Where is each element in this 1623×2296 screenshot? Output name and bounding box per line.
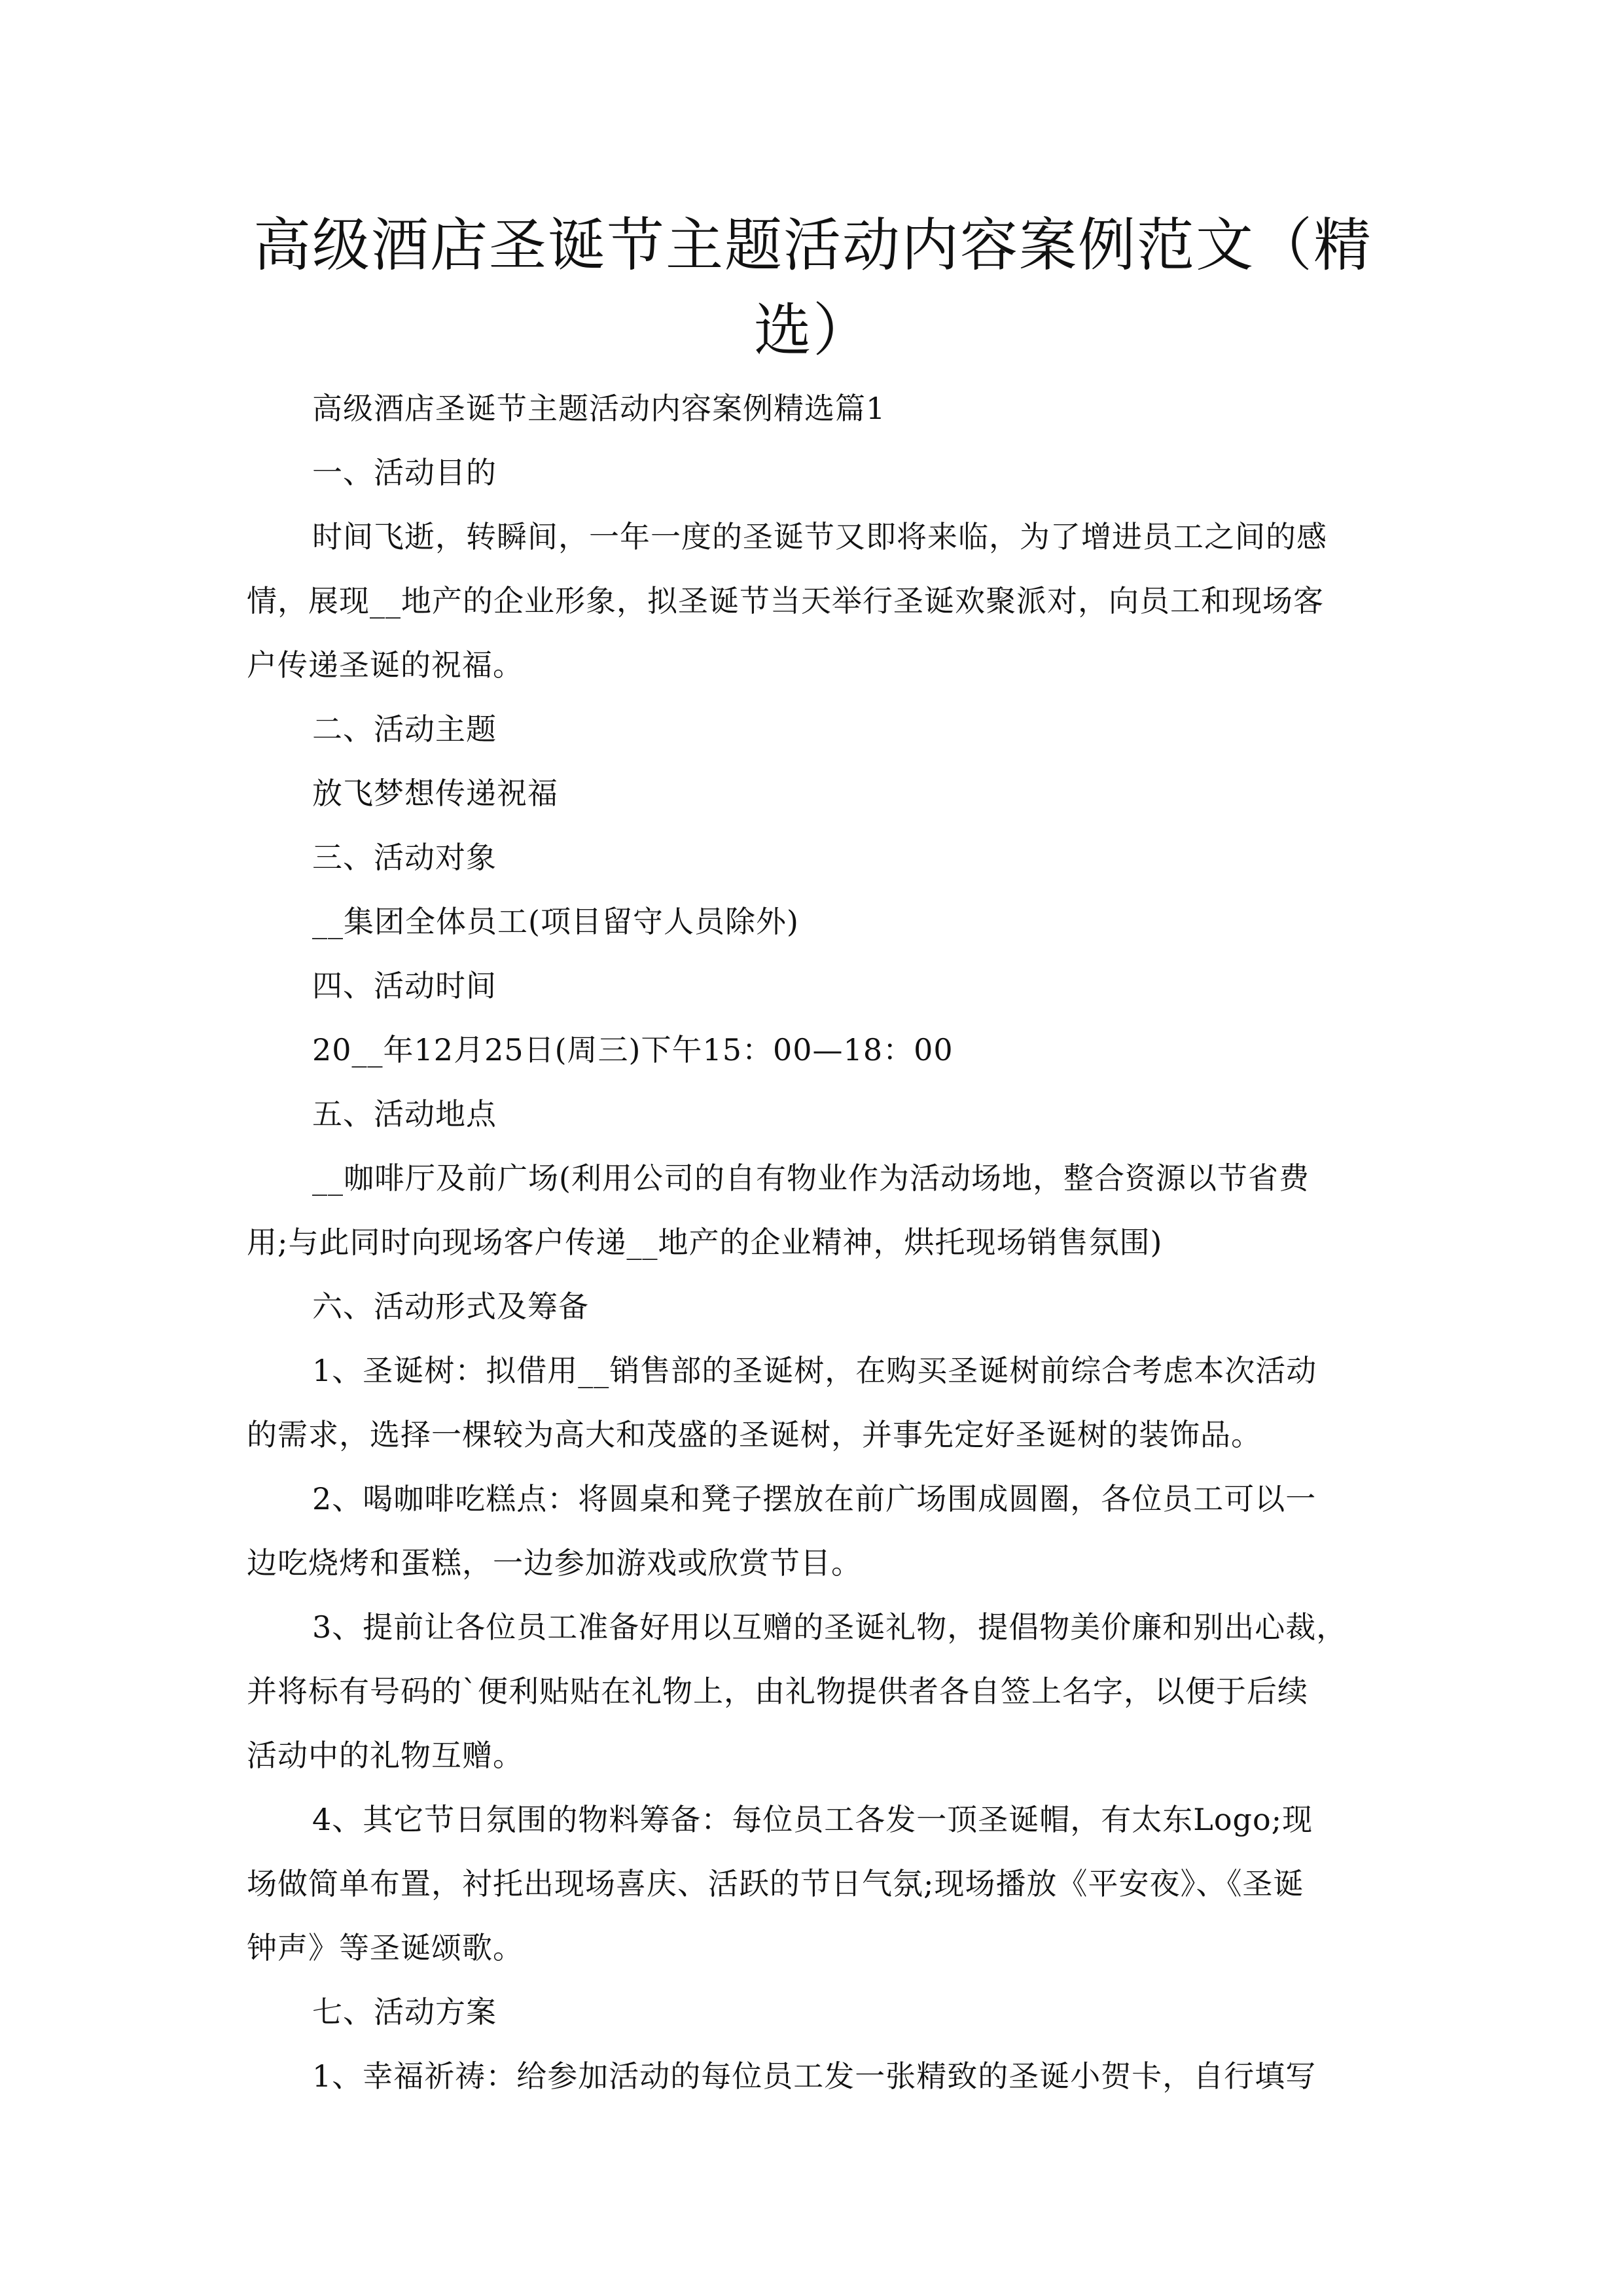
- paragraph-line: 用;与此同时向现场客户传递__地产的企业精神，烘托现场销售氛围): [247, 1225, 1163, 1260]
- paragraph-line: 1、幸福祈祷：给参加活动的每位员工发一张精致的圣诞小贺卡，自行填写: [312, 2058, 1317, 2094]
- paragraph-line: __咖啡厅及前广场(利用公司的自有物业作为活动场地，整合资源以节省费: [312, 1160, 1310, 1196]
- section-heading-theme: 二、活动主题: [312, 711, 497, 747]
- subtitle-line: 高级酒店圣诞节主题活动内容案例精选篇1: [312, 391, 886, 426]
- section-heading-time: 四、活动时间: [312, 968, 497, 1003]
- paragraph-line: 1、圣诞树：拟借用__销售部的圣诞树，在购买圣诞树前综合考虑本次活动: [312, 1353, 1317, 1388]
- section-heading-format: 六、活动形式及筹备: [312, 1289, 589, 1324]
- paragraph-line: 2、喝咖啡吃糕点：将圆桌和凳子摆放在前广场围成圆圈，各位员工可以一: [312, 1481, 1317, 1516]
- title-line-2: 选）: [753, 296, 872, 364]
- paragraph-line: 4、其它节日氛围的物料筹备：每位员工各发一顶圣诞帽，有太东Logo;现: [312, 1802, 1313, 1837]
- paragraph-line: 户传递圣诞的祝福。: [247, 647, 524, 683]
- paragraph-line: 活动中的礼物互赠。: [247, 1738, 524, 1773]
- document-body: [247, 376, 1379, 2108]
- paragraph-line: 情，展现__地产的企业形象，拟圣诞节当天举行圣诞欢聚派对，向员工和现场客: [247, 583, 1324, 619]
- section-heading-location: 五、活动地点: [312, 1096, 497, 1132]
- section-heading-audience: 三、活动对象: [312, 840, 497, 875]
- section-heading-plan: 七、活动方案: [312, 1994, 497, 2030]
- paragraph-line: 边吃烧烤和蛋糕，一边参加游戏或欣赏节目。: [247, 1545, 862, 1581]
- title-line-1: 高级酒店圣诞节主题活动内容案例范文（精: [253, 211, 1372, 279]
- paragraph-line: 场做简单布置，衬托出现场喜庆、活跃的节日气氛;现场播放《平安夜》、《圣诞: [247, 1866, 1304, 1901]
- paragraph-line: 放飞梦想传递祝福: [312, 776, 558, 811]
- paragraph-line: 20__年12月25日(周三)下午15：00—18：00: [312, 1032, 954, 1067]
- document-title: [247, 203, 1379, 373]
- paragraph-line: 并将标有号码的`便利贴贴在礼物上，由礼物提供者各自签上名字，以便于后续: [247, 1674, 1308, 1709]
- section-heading-purpose: 一、活动目的: [312, 455, 497, 490]
- paragraph-line: 的需求，选择一棵较为高大和茂盛的圣诞树，并事先定好圣诞树的装饰品。: [247, 1417, 1262, 1452]
- paragraph-line: 时间飞逝，转瞬间，一年一度的圣诞节又即将来临，为了增进员工之间的感: [312, 519, 1327, 554]
- paragraph-line: 钟声》等圣诞颂歌。: [247, 1930, 524, 1965]
- paragraph-line: __集团全体员工(项目留守人员除外): [312, 904, 799, 939]
- paragraph-line: 3、提前让各位员工准备好用以互赠的圣诞礼物，提倡物美价廉和别出心裁，: [312, 1609, 1347, 1645]
